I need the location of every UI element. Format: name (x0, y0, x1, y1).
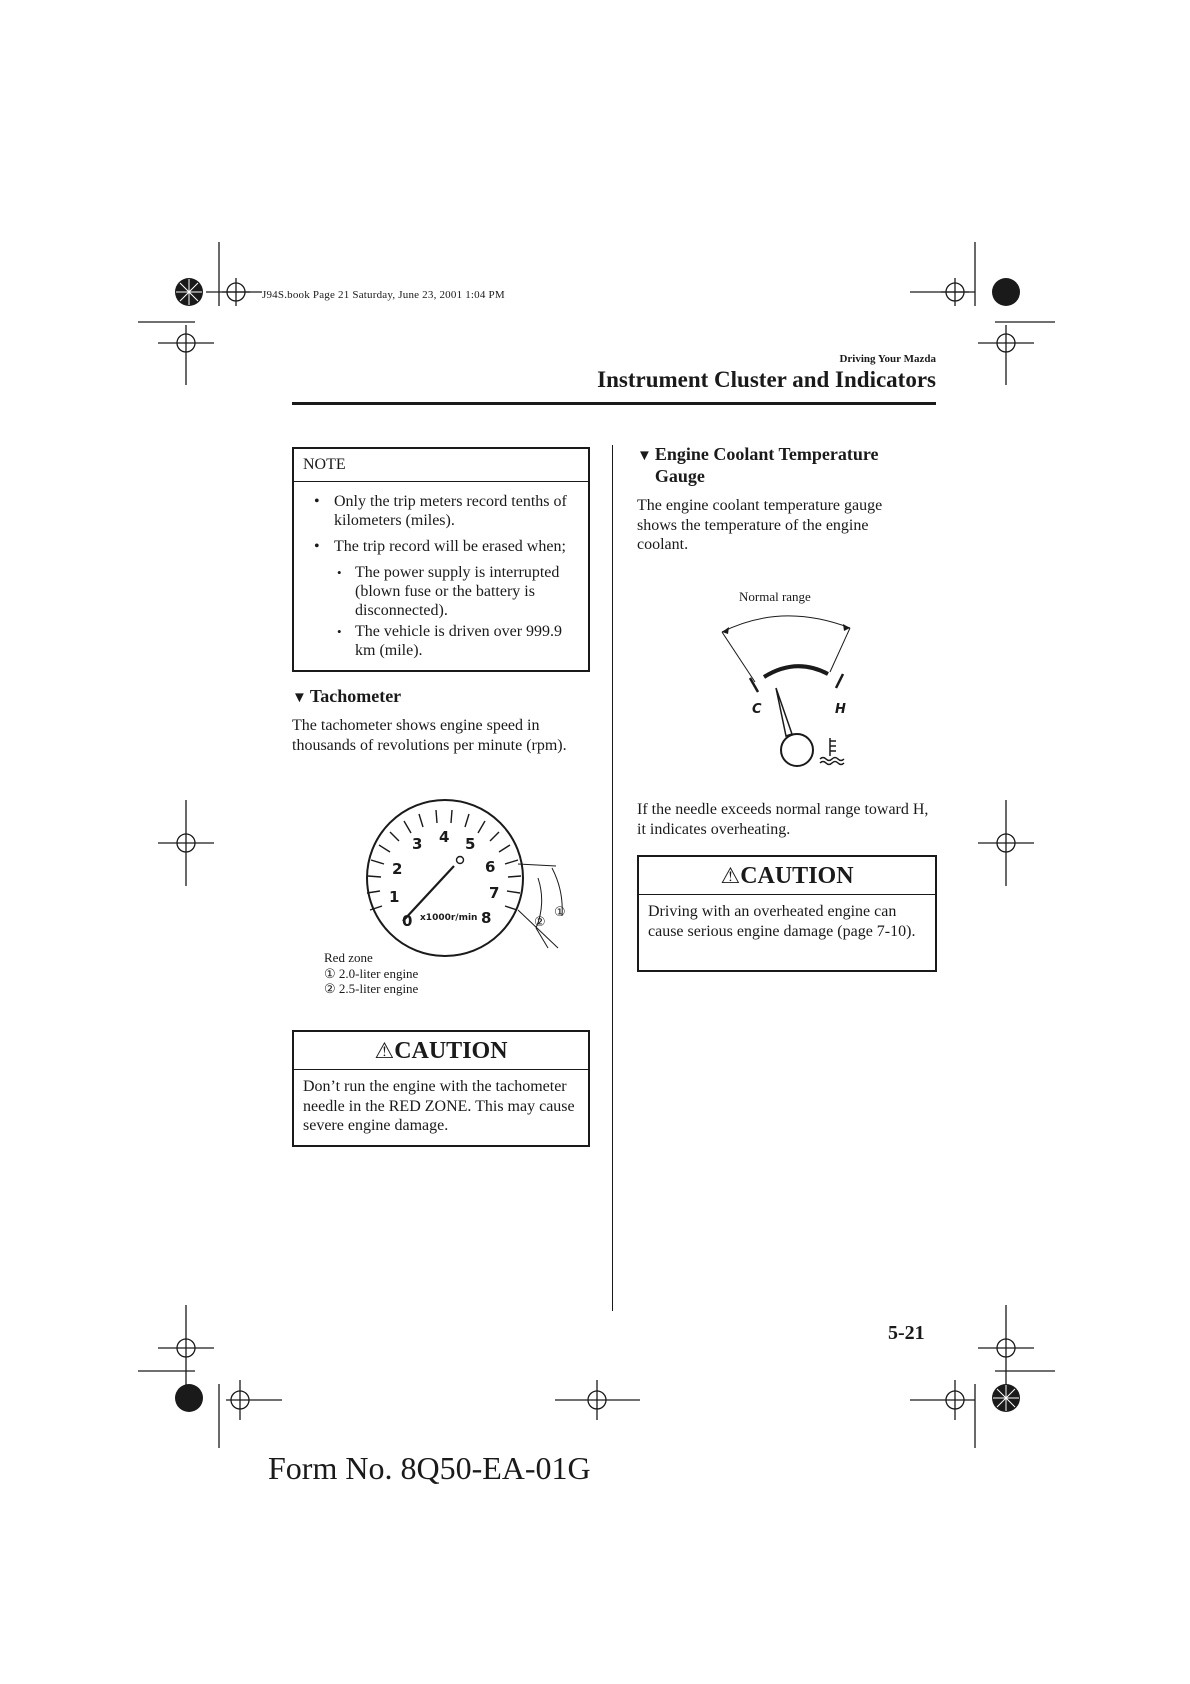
tachometer-unit: x1000r/min (420, 913, 478, 923)
caution-heading-text: CAUTION (740, 863, 854, 889)
hot-label: H (835, 702, 846, 717)
triangle-icon: ▼ (292, 690, 307, 706)
caution-heading (639, 857, 935, 895)
caution-heading (294, 1032, 588, 1070)
note-box (292, 447, 590, 672)
note-bullet-text: Only the trip meters record tenths of kilometers (miles). (334, 493, 567, 529)
warning-icon: ⚠ (720, 864, 741, 889)
note-heading: NOTE (294, 449, 588, 482)
coolant-heading (637, 443, 937, 487)
title-rule (292, 402, 936, 405)
caution-text: Don’t run the engine with the tachometer needle in the RED ZONE. This may cause severe engine damage. (303, 1078, 575, 1134)
coolant-needle (776, 688, 792, 736)
coolant-text: The engine coolant temperature gauge shows the temperature of the engine coolant. (637, 497, 883, 553)
red-zone-item: ② 2.5-liter engine (324, 981, 419, 996)
note-body (294, 482, 588, 666)
book-info-line: J94S.book Page 21 Saturday, June 23, 2001 1:04 PM (262, 289, 505, 301)
section-label: Driving Your Mazda (839, 353, 936, 365)
tachometer-text: The tachometer shows engine speed in thousands of revolutions per minute (rpm). (292, 717, 567, 754)
red-zone-marker-2: ② (534, 915, 546, 930)
cold-label: C (752, 702, 762, 717)
gauge-hub (781, 734, 813, 766)
note-sub-bullet: • The power supply is interrupted (blown fuse or the battery is disconnected). (337, 564, 560, 619)
red-zone-label: Red zone (324, 950, 373, 965)
note-sub-text: The power supply is interrupted (blown fuse or the battery is disconnected). (355, 564, 560, 619)
dial-number: 3 (412, 835, 423, 853)
dial-number: 5 (465, 835, 476, 853)
coolant-gauge-illustration (700, 610, 880, 780)
caution-heading-text: CAUTION (394, 1038, 508, 1064)
red-zone-legend (324, 950, 418, 997)
dial-number: 2 (392, 860, 403, 878)
dial-number: 1 (389, 888, 400, 906)
red-zone-marker-1: ① (554, 905, 566, 920)
normal-range-arc (764, 666, 828, 677)
note-bullet: • Only the trip meters record tenths of kilometers (miles). (314, 493, 567, 529)
normal-range-label: Normal range (739, 589, 811, 604)
dial-number: 8 (481, 909, 492, 927)
note-sub-bullet: • The vehicle is driven over 999.9 km (mile). (337, 623, 563, 659)
triangle-icon: ▼ (637, 448, 652, 464)
note-bullet-text: The trip record will be erased when; (334, 538, 566, 555)
tachometer-heading-text: Tachometer (309, 686, 402, 706)
dial-number: 6 (485, 858, 496, 876)
page-number: 5-21 (888, 1322, 925, 1344)
tachometer-dial (367, 800, 523, 956)
coolant-temperature-icon (820, 738, 844, 765)
caution-box-tachometer (292, 1030, 590, 1147)
coolant-heading-text: Engine Coolant Temperature Gauge (654, 444, 879, 486)
caution-box-coolant (637, 855, 937, 972)
dial-number: 7 (489, 884, 500, 902)
red-zone-item: ① 2.0-liter engine (324, 965, 419, 981)
overheat-text: If the needle exceeds normal range toward H, it indicates overheating. (637, 801, 929, 838)
page-title: Instrument Cluster and Indicators (597, 367, 936, 392)
note-sub-text: The vehicle is driven over 999.9 km (mile). (355, 623, 563, 659)
dial-number: 0 (402, 912, 413, 930)
form-number: Form No. 8Q50-EA-01G (268, 1450, 591, 1486)
note-bullet: • The trip record will be erased when; (314, 538, 566, 555)
warning-icon: ⚠ (374, 1039, 395, 1064)
caution-text: Driving with an overheated engine can cause serious engine damage (page 7-10). (648, 903, 916, 940)
tachometer-heading (292, 685, 401, 709)
dial-number: 4 (439, 828, 450, 846)
column-divider (612, 445, 613, 1311)
